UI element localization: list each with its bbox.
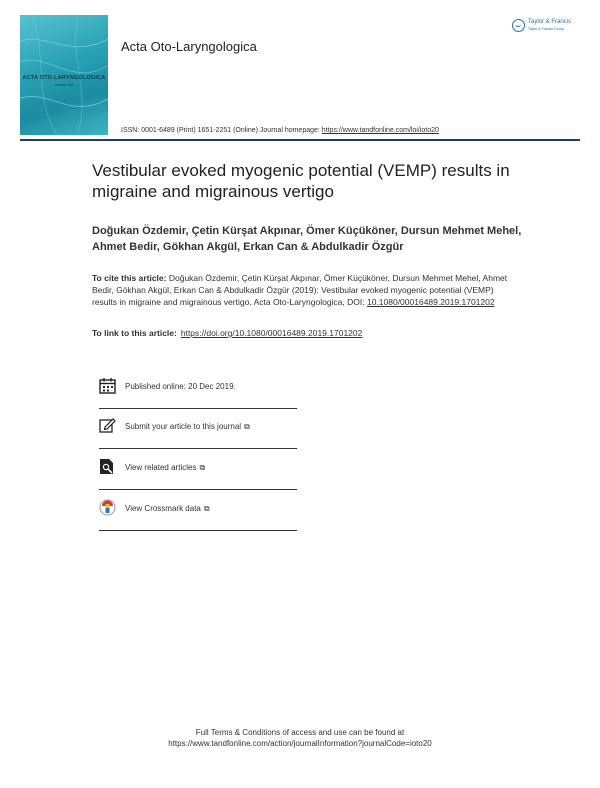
publisher-logo-text: Taylor & Francis [528,19,572,25]
citation-text: Doğukan Özdemir, Çetin Kürşat Akpınar, Ömer Küçüköner, Dursun Mehmet Mehel, Ahmet Bedir, Gökhan Akgül, Erkan Can & Abdulkadir Özgür (2019): Vestibular evoked myogenic potential (VEMP) results in migraine and migrainous vertigo, Acta Oto-Laryngologica, DOI: [92,273,508,307]
issn-text: ISSN: 0001-6489 (Print) 1651-2251 (Online) Journal homepage: [121,127,322,134]
citation-label: To cite this article: [92,273,167,283]
article-title: Vestibular evoked myogenic potential (VEMP) results in migraine and migrainous vertigo [92,161,510,201]
calendar-icon [99,377,116,394]
related-articles-link[interactable] [125,463,205,473]
article-link-line [92,328,362,338]
submit-article-link[interactable] [125,422,250,432]
footer-terms-link[interactable]: https://www.tandfonline.com/action/journalInformation?journalCode=ioto20 [168,739,432,748]
action-divider [99,448,297,449]
external-link-icon: ⧉ [199,463,206,472]
action-divider [99,489,297,490]
cover-title: ACTA OTO-LARYNGOLOGICA [22,75,106,81]
submit-article-item[interactable] [99,415,297,445]
submit-article-label: Submit your article to this journal [125,422,242,431]
issn-line [121,127,439,134]
crossmark-icon [99,499,116,516]
related-articles-label: View related articles [125,463,197,472]
crossmark-label: View Crossmark data [125,504,201,513]
search-document-icon [99,458,116,475]
journal-cover-image [20,15,108,135]
publisher-logo-subtext: Taylor & Francis Group [528,27,564,31]
cover-subtitle: Volume 139 [54,83,74,87]
footer [0,727,600,749]
related-articles-item[interactable] [99,456,297,486]
action-divider [99,530,297,531]
article-link-label: To link to this article: [92,328,177,338]
external-link-icon: ⧉ [203,504,210,513]
journal-name: Acta Oto-Laryngologica [121,39,257,54]
article-doi-link[interactable]: https://doi.org/10.1080/00016489.2019.1701202 [180,328,363,338]
action-divider [99,408,297,409]
publisher-logo[interactable] [512,18,582,36]
publisher-logo-icon [512,19,525,32]
citation-block [92,272,512,308]
published-online-item [99,375,297,405]
citation-doi-link[interactable]: 10.1080/00016489.2019.1701202 [366,297,495,307]
article-authors: Doğukan Özdemir, Çetin Kürşat Akpınar, Ömer Küçüköner, Dursun Mehmet Mehel, Ahmet Bedir, Gökhan Akgül, Erkan Can & Abdulkadir Özgür [92,225,522,253]
header-divider [20,139,580,141]
footer-terms-text: Full Terms & Conditions of access and use can be found at [195,728,405,737]
journal-homepage-link[interactable]: https://www.tandfonline.com/loi/ioto20 [321,127,439,134]
edit-icon [99,417,116,434]
crossmark-link[interactable] [125,504,210,514]
published-online-label: Published online: 20 Dec 2019. [125,382,236,391]
crossmark-item[interactable] [99,497,297,527]
external-link-icon: ⧉ [244,422,250,431]
